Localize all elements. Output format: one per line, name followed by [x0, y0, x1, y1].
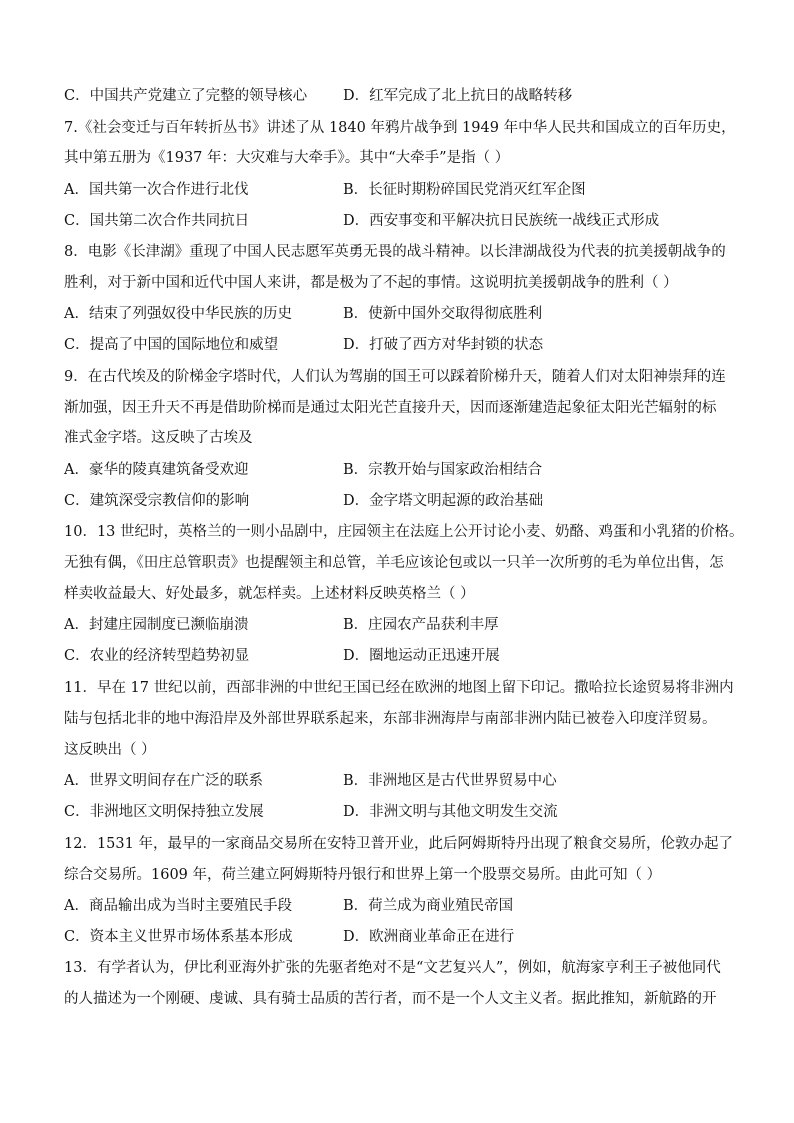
q12-option-b: B．荷兰成为商业殖民帝国 — [343, 898, 514, 914]
q11-stem-line-3: 这反映出（ ） — [64, 742, 156, 758]
q9-stem-line-2: 渐加强，因王升天不再是借助阶梯而是通过太阳光芒直接升天，因而逐渐建造起象征太阳光芒辐射的标 — [64, 400, 717, 416]
q8-option-c: C．提高了中国的国际地位和威望 — [64, 337, 279, 353]
q7-stem-line-1: 7.《社会变迁与百年转折丛书》讲述了从 1840 年鸦片战争到 1949 年中华人民共和国成立的百年历史， — [64, 120, 736, 136]
q8-option-a: A．结束了列强奴役中华民族的历史 — [64, 306, 292, 322]
q8-stem-line-2: 胜利，对于新中国和近代中国人来讲，都是极为了不起的事情。这说明抗美援朝战争的胜利（ ） — [64, 275, 678, 291]
q11-option-b: B．非洲地区是古代世界贸易中心 — [343, 773, 557, 789]
q6-option-c: C．中国共产党建立了完整的领导核心 — [64, 88, 308, 104]
q12-stem-line-2: 综合交易所。1609 年，荷兰建立阿姆斯特丹银行和世界上第一个股票交易所。由此可知（ ） — [64, 867, 662, 883]
q10-option-a: A．封建庄园制度已濒临崩溃 — [64, 617, 249, 633]
q7-option-c: C．国共第二次合作共同抗日 — [64, 213, 250, 229]
q8-option-d: D．打破了西方对华封锁的状态 — [343, 337, 544, 353]
q10-option-b: B．庄园农产品获利丰厚 — [343, 617, 499, 633]
q7-stem-line-2: 其中第五册为《1937 年：大灾难与大牵手》。其中“大牵手”是指（ ） — [64, 150, 510, 166]
q12-option-a: A．商品输出成为当时主要殖民手段 — [64, 898, 292, 914]
q10-stem-line-2: 无独有偶，《田庄总管职责》也提醒领主和总管，羊毛应该论包或以一只羊一次所剪的毛为单位出售，怎 — [64, 555, 724, 571]
q7-option-b: B．长征时期粉碎国民党消灭红军企图 — [343, 182, 586, 198]
q11-stem-line-1: 11．早在 17 世纪以前，西部非洲的中世纪王国已经在欧洲的地图上留下印记。撒哈拉长途贸易将非洲内 — [64, 680, 734, 696]
q13-stem-line-1: 13．有学者认为，伊比利亚海外扩张的先驱者绝对不是“文艺复兴人”，例如，航海家亨利王子被他同代 — [64, 960, 721, 976]
q9-stem-line-1: 9．在古代埃及的阶梯金字塔时代，人们认为驾崩的国王可以踩着阶梯升天，随着人们对太阳神崇拜的连 — [64, 369, 726, 385]
q12-option-d: D．欧洲商业革命正在进行 — [343, 929, 515, 945]
q9-option-c: C．建筑深受宗教信仰的影响 — [64, 493, 250, 509]
q12-option-c: C．资本主义世界市场体系基本形成 — [64, 929, 293, 945]
q10-option-c: C．农业的经济转型趋势初显 — [64, 648, 250, 664]
q10-stem-line-1: 10．13 世纪时，英格兰的一则小品剧中，庄园领主在法庭上公开讨论小麦、奶酪、鸡蛋和小乳猪的价格。 — [64, 524, 744, 540]
q13-stem-line-2: 的人描述为一个刚硬、虔诚、具有骑士品质的苦行者，而不是一个人文主义者。据此推知，新航路的开 — [64, 991, 717, 1007]
q9-option-d: D．金字塔文明起源的政治基础 — [343, 493, 544, 509]
q9-option-a: A．豪华的陵真建筑备受欢迎 — [64, 462, 249, 478]
q7-option-d: D．西安事变和平解决抗日民族统一战线正式形成 — [343, 213, 660, 229]
q12-stem-line-1: 12．1531 年，最早的一家商品交易所在安特卫普开业，此后阿姆斯特丹出现了粮食交易所，伦敦办起了 — [64, 836, 733, 852]
q9-option-b: B．宗教开始与国家政治相结合 — [343, 462, 543, 478]
q8-option-b: B．使新中国外交取得彻底胜利 — [343, 306, 543, 322]
q8-stem-line-1: 8．电影《长津湖》重现了中国人民志愿军英勇无畏的战斗精神。以长津湖战役为代表的抗美援朝战争的 — [64, 244, 726, 260]
q11-option-a: A．世界文明间存在广泛的联系 — [64, 773, 263, 789]
q7-option-a: A．国共第一次合作进行北伐 — [64, 182, 249, 198]
q11-option-c: C．非洲地区文明保持独立发展 — [64, 804, 264, 820]
q9-stem-line-3: 准式金字塔。这反映了古埃及 — [64, 430, 253, 446]
q6-option-d: D．红军完成了北上抗日的战略转移 — [343, 88, 573, 104]
q10-option-d: D．圈地运动正迅速开展 — [343, 648, 500, 664]
q11-stem-line-2: 陆与包括北非的地中海沿岸及外部世界联系起来，东部非洲海岸与南部非洲内陆已被卷入印度洋贸易。 — [64, 711, 717, 727]
q10-stem-line-3: 样卖收益最大、好处最多，就怎样卖。上述材料反映英格兰（ ） — [64, 586, 475, 602]
q11-option-d: D．非洲文明与其他文明发生交流 — [343, 804, 558, 820]
